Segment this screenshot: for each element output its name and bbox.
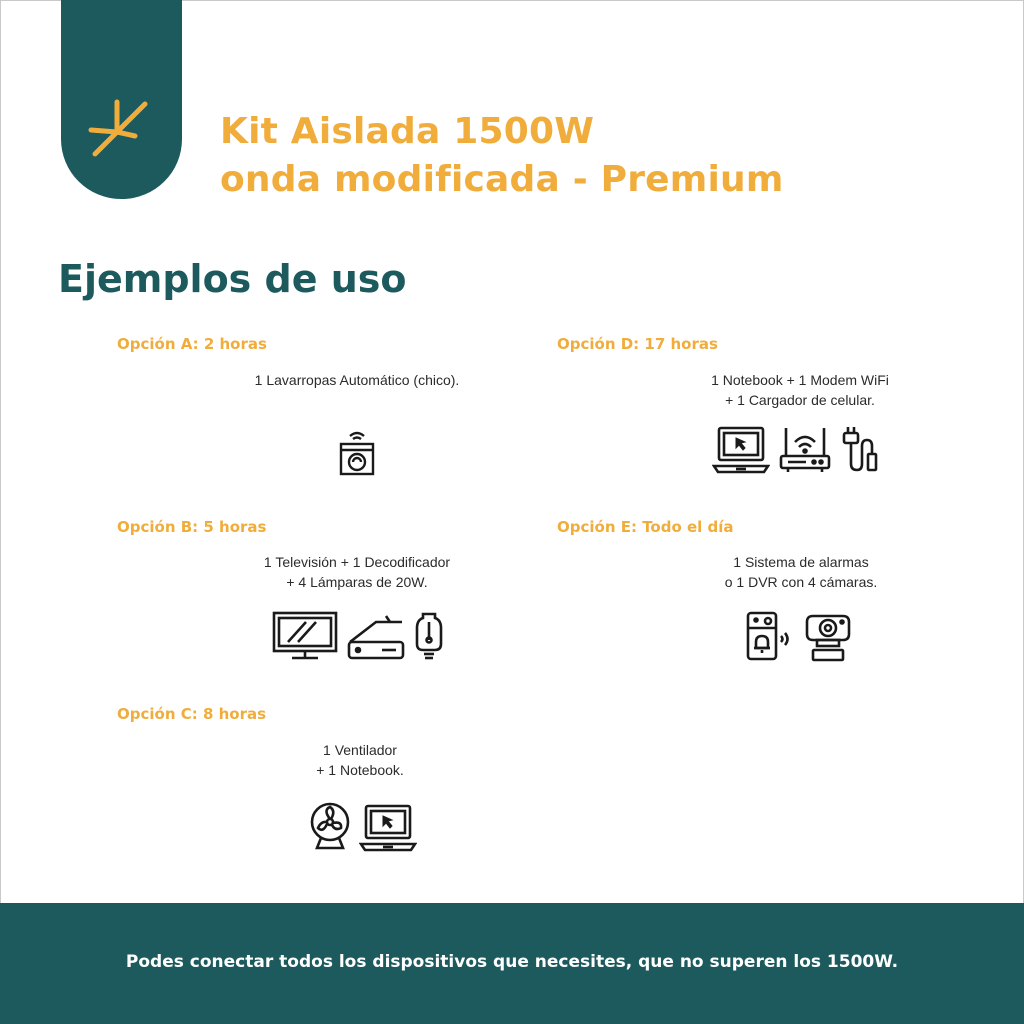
option-c-description xyxy=(210,740,510,780)
option-a-label: Opción A: 2 horas xyxy=(117,335,267,353)
option-b-desc-line-2: + 4 Lámparas de 20W. xyxy=(286,574,428,590)
option-b-icons xyxy=(272,610,444,662)
lamp-icon xyxy=(414,610,444,662)
tv-icon xyxy=(272,610,338,662)
brand-tab xyxy=(61,0,182,199)
wifi-router-icon xyxy=(778,424,832,474)
option-b-desc-line-1: 1 Televisión + 1 Decodificador xyxy=(263,554,451,570)
option-d-label: Opción D: 17 horas xyxy=(557,335,718,353)
title-line-2: onda modificada - Premium xyxy=(220,159,784,200)
option-c-icons xyxy=(309,800,417,852)
option-d-desc-line-2: + 1 Cargador de celular. xyxy=(725,392,875,408)
option-d-icons xyxy=(712,424,880,474)
option-c-label: Opción C: 8 horas xyxy=(117,705,267,723)
option-d-desc-line-1: 1 Notebook + 1 Modem WiFi xyxy=(711,372,889,388)
alarm-panel-icon xyxy=(745,610,795,662)
option-e-description xyxy=(651,552,951,592)
option-c-desc-line-2: + 1 Notebook. xyxy=(316,762,404,778)
option-b-label: Opción B: 5 horas xyxy=(117,518,267,536)
webcam-icon xyxy=(803,610,853,662)
option-a-desc-line-1: 1 Lavarropas Automático (chico). xyxy=(254,372,460,388)
fan-icon xyxy=(309,800,351,852)
option-e-icons xyxy=(745,610,853,662)
option-e-desc-line-2: o 1 DVR con 4 cámaras. xyxy=(724,574,878,590)
option-a-icons xyxy=(338,428,376,476)
footer-banner xyxy=(0,903,1024,1024)
sun-burst-icon xyxy=(87,96,151,160)
page-title xyxy=(220,108,784,204)
option-e-label: Opción E: Todo el día xyxy=(557,518,734,536)
option-c-desc-line-1: 1 Ventilador xyxy=(323,742,397,758)
laptop-icon xyxy=(359,802,417,852)
washing-machine-icon xyxy=(338,428,376,476)
decoder-icon xyxy=(346,612,406,662)
option-b-description xyxy=(207,552,507,592)
charger-icon xyxy=(840,424,880,474)
footer-text: Podes conectar todos los dispositivos que necesites, que no superen los 1500W. xyxy=(125,952,899,972)
option-a-description xyxy=(207,370,507,390)
section-title: Ejemplos de uso xyxy=(58,257,407,301)
option-d-description xyxy=(650,370,950,410)
laptop-icon xyxy=(712,424,770,474)
title-line-1: Kit Aislada 1500W xyxy=(220,111,595,152)
option-e-desc-line-1: 1 Sistema de alarmas xyxy=(733,554,869,570)
